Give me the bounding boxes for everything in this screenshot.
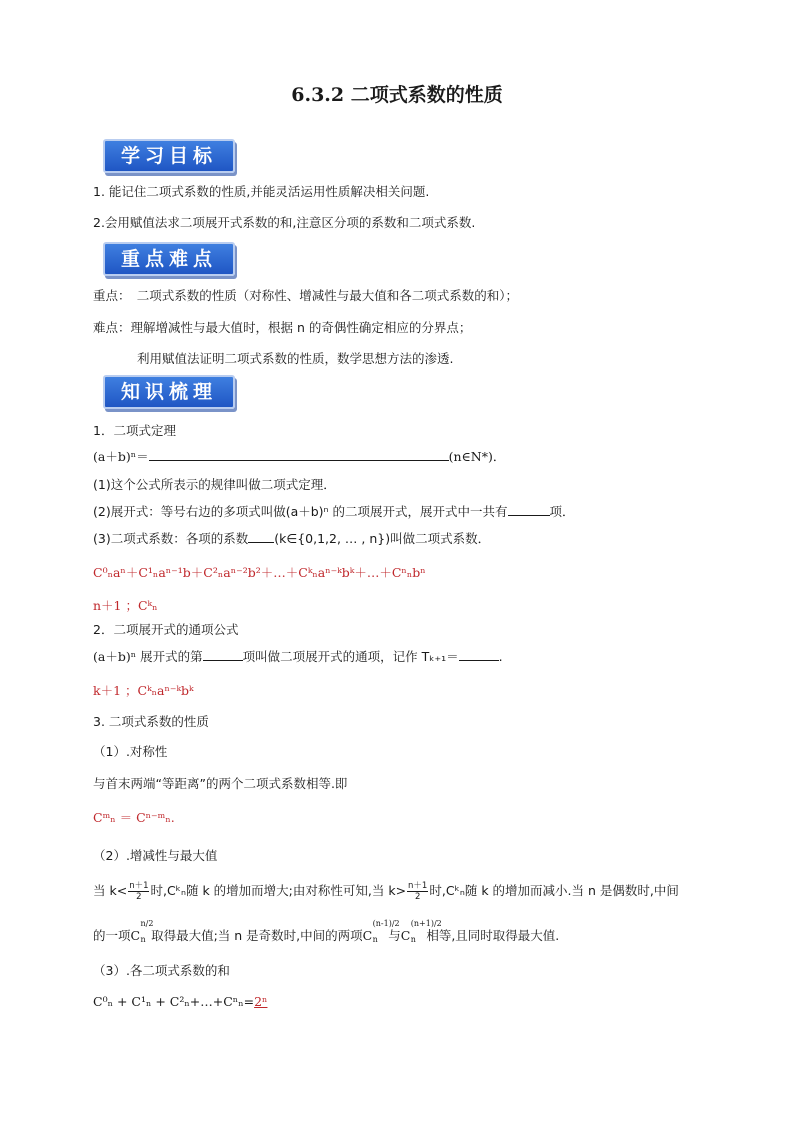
mono-text-c: 时,Cᵏₙ随 k 的增加而减小.当 n 是偶数时,中间 [429,883,679,898]
mono-text-g: 相等,且同时取得最大值. [426,928,560,943]
section-banner-goals: 学习目标 [103,139,235,173]
section-3-title: 3. 二项式系数的性质 [93,714,209,729]
fraction-numerator: n＋1 [408,881,428,891]
comb-middle: C n/2 n [130,919,154,944]
fraction-numerator: n＋1 [129,881,149,891]
answer-blank [149,448,449,461]
section-banner-key-points: 重点难点 [103,242,235,276]
symmetry-formula: Cᵐₙ ＝ Cⁿ⁻ᵐₙ. [93,810,175,825]
binomial-theorem-formula [93,447,505,465]
coefficient-sum-formula [93,994,267,1009]
s2-answer: k＋1 ；Cᵏₙaⁿ⁻ᵏbᵏ [93,683,194,698]
s3-property-1-title: （1）.对称性 [93,744,168,759]
s2-text-a: (a＋b)ⁿ 展开式的第 [93,649,203,664]
s1-item-1: (1)这个公式所表示的规律叫做二项式定理． [93,477,336,492]
answer-blank [508,503,550,516]
s1-item-3-end: (k∈{0,1,2, … , n})叫做二项式系数． [274,531,491,546]
answer-blank [459,648,499,661]
goal-item-2: 2.会用赋值法求二项展开式系数的和,注意区分项的系数和二项式系数. [93,215,476,230]
fraction [128,881,149,902]
s1-item-2-end: 项． [549,504,575,519]
formula-left: (a＋b)ⁿ＝ [93,449,149,464]
comb-sup: (n+1)/2 [410,919,442,928]
key-point-difficult: 难点：理解增减性与最大值时，根据 n 的奇偶性确定相应的分界点； [93,320,472,335]
s2-text-c: . [498,649,503,664]
comb-sub: n [372,935,378,944]
page-title: 6.3.2 二项式系数的性质 [291,84,503,106]
s3-property-3-title: （3）.各二项式系数的和 [93,963,230,978]
s1-answer-count: n＋1 ；Cᵏₙ [93,598,158,613]
comb-sub: n [410,935,416,944]
monotonicity-line-1 [93,881,679,902]
s3-property-2-title: （2）.增减性与最大值 [93,848,218,863]
key-point-difficult-2: 利用赋值法证明二项式系数的性质，数学思想方法的渗透. [137,351,454,366]
comb-sup: n/2 [140,919,154,928]
sum-formula-text: C⁰ₙ + C¹ₙ + C²ₙ+…+Cⁿₙ= [93,994,255,1009]
s3-property-1-text: 与首末两端“等距离”的两个二项式系数相等.即 [93,776,348,791]
s1-item-3 [93,529,490,547]
s1-item-2 [93,502,575,520]
s2-text-b: 项叫做二项展开式的通项，记作 Tₖ₊₁＝ [242,649,459,664]
fraction-denominator: 2 [414,892,421,902]
comb-sup: (n-1)/2 [372,919,400,928]
key-point-important: 重点： 二项式系数的性质（对称性、增减性与最大值和各二项式系数的和）； [93,288,519,303]
monotonicity-line-2 [93,919,560,944]
goal-item-1: 1. 能记住二项式系数的性质,并能灵活运用性质解决相关问题. [93,184,430,199]
comb-left-middle: C (n-1)/2 n [362,919,400,944]
fraction-denominator: 2 [136,892,142,902]
answer-blank [203,648,243,661]
mono-text-e: 取得最大值;当 n 是奇数时,中间的两项 [151,928,363,943]
mono-text-a: 当 k< [93,883,128,898]
comb-sub: n [140,935,146,944]
mono-text-f: 与 [388,928,401,943]
formula-right: (n∈N*)． [448,449,506,464]
fraction [407,881,428,902]
comb-right-middle: C (n+1)/2 n [400,919,442,944]
section-banner-knowledge: 知识梳理 [103,375,235,409]
section-1-title: 1．二项式定理 [93,423,176,438]
s1-item-2-text: (2)展开式：等号右边的多项式叫做(a＋b)ⁿ 的二项展开式，展开式中一共有 [93,504,508,519]
s1-item-3-text: (3)二项式系数：各项的系数 [93,531,249,546]
sum-formula-answer: 2ⁿ [254,994,268,1009]
mono-text-b: 时,Cᵏₙ随 k 的增加而增大;由对称性可知,当 k> [150,883,407,898]
answer-blank [248,530,274,543]
section-2-title: 2．二项展开式的通项公式 [93,622,239,637]
s2-general-term [93,647,503,665]
s1-answer-expansion: C⁰ₙaⁿ＋C¹ₙaⁿ⁻¹b＋C²ₙaⁿ⁻²b²＋…＋Cᵏₙaⁿ⁻ᵏbᵏ＋…＋Cⁿₙbⁿ [93,565,426,580]
mono-text-d: 的一项 [93,928,131,943]
